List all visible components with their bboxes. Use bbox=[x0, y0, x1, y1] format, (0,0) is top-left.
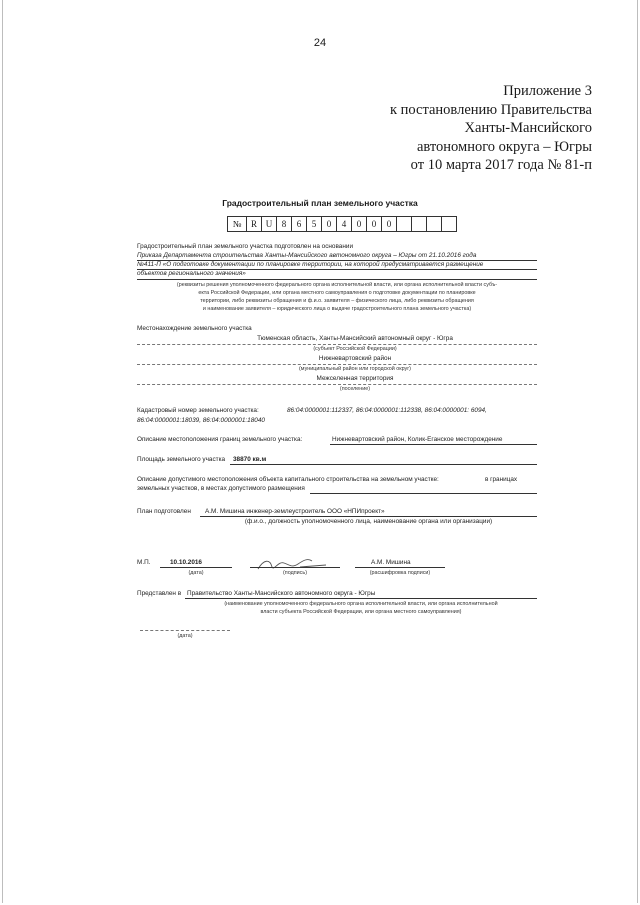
stamp-label: М.П. bbox=[137, 559, 151, 566]
basis-text-2: №411-П «О подготовке документации по планировке территории, на которой предусматривается размещение bbox=[137, 261, 484, 268]
prepared-label: План подготовлен bbox=[137, 508, 191, 515]
plan-number-cell: 6 bbox=[292, 217, 307, 231]
location-district: Нижневартовский район bbox=[318, 355, 392, 362]
plan-number-cell: 8 bbox=[277, 217, 292, 231]
location-settlement-line bbox=[137, 384, 537, 385]
basis-underline-3 bbox=[137, 279, 537, 280]
plan-number-cell: 0 bbox=[382, 217, 397, 231]
location-settlement-note: (поселение) bbox=[339, 386, 371, 392]
signer-name: А.М. Мишина bbox=[371, 559, 411, 566]
placement-underline bbox=[310, 493, 537, 494]
area-value: 38870 кв.м bbox=[233, 456, 267, 463]
basis-note-2: екта Российской Федерации, или органа местного самоуправления о подготовке документации по планировке bbox=[198, 290, 476, 296]
signer-name-line bbox=[355, 567, 445, 568]
signature-date: 10.10.2016 bbox=[170, 559, 202, 566]
signature-note: (подпись) bbox=[283, 570, 307, 576]
location-subject-line bbox=[137, 344, 537, 345]
plan-number-cell bbox=[442, 217, 456, 231]
location-district-note: (муниципальный район или городской округ) bbox=[299, 366, 411, 372]
plan-number-cell bbox=[412, 217, 427, 231]
basis-text-1: Приказа Департамента строительства Ханты-Мансийского автономного округа – Югры от 21.10.2016 года bbox=[137, 252, 477, 259]
location-subject-note: (субъект Российской Федерации) bbox=[313, 346, 397, 352]
appendix-line-1: Приложение 3 bbox=[503, 83, 592, 99]
plan-number-cell bbox=[427, 217, 442, 231]
appendix-line-2: к постановлению Правительства bbox=[390, 101, 592, 118]
plan-number-cell: 4 bbox=[337, 217, 352, 231]
plan-number-cell: R bbox=[247, 217, 262, 231]
placement-label-1: Описание допустимого местоположения объекта капитального строительства на земельном участке: bbox=[137, 476, 439, 483]
signature-date-line bbox=[160, 567, 232, 568]
submitted-underline bbox=[185, 598, 537, 599]
submitted-note-1: (наименование уполномоченного федерального органа исполнительной власти, или органа исполнительной bbox=[224, 601, 498, 607]
cadastral-label: Кадастровый номер земельного участка: bbox=[137, 407, 259, 414]
appendix-block bbox=[390, 82, 592, 175]
submitted-note-2: власти субъекта Российской Федерации, или органа местного самоуправления) bbox=[260, 609, 462, 615]
submitted-date-note: (дата) bbox=[177, 633, 193, 639]
plan-number-cell: 0 bbox=[367, 217, 382, 231]
cadastral-value-2: 86:04:0000001:18039, 86:04:0000001:18040 bbox=[137, 417, 265, 424]
location-district-line bbox=[137, 364, 537, 365]
basis-note-1: (реквизиты решения уполномоченного федерального органа исполнительной власти, или органа исполнительной власти субъ- bbox=[176, 282, 498, 288]
plan-number-cell bbox=[397, 217, 412, 231]
boundaries-value: Нижневартовский район, Колик-Еганское месторождение bbox=[332, 436, 503, 443]
basis-note-3: территории, либо реквизиты обращения и ф.и.о. заявителя – физического лица, либо реквизиты обращения bbox=[200, 298, 474, 304]
plan-number-cell: 0 bbox=[352, 217, 367, 231]
area-label: Площадь земельного участка bbox=[137, 456, 226, 463]
plan-number-cell: 0 bbox=[322, 217, 337, 231]
location-subject: Тюменская область, Ханты-Мансийский автономный округ - Югра bbox=[257, 335, 453, 342]
page-number: 24 bbox=[313, 37, 327, 49]
plan-number-cell: 5 bbox=[307, 217, 322, 231]
prepared-note: (ф.и.о., должность уполномоченного лица, наименование органа или организации) bbox=[244, 518, 493, 525]
boundaries-underline bbox=[330, 444, 537, 445]
signer-name-note: (расшифровка подписи) bbox=[369, 570, 431, 576]
basis-note-4: и наименование заявителя – юридического лица о выдаче градостроительного плана земельного участка) bbox=[202, 306, 472, 312]
placement-label-2: земельных участков, в местах допустимого размещения bbox=[137, 485, 305, 492]
plan-number-cell: № bbox=[228, 217, 247, 231]
appendix-line-5: от 10 марта 2017 года № 81-п bbox=[410, 157, 592, 173]
signature-date-note: (дата) bbox=[188, 570, 204, 576]
area-underline bbox=[230, 464, 537, 465]
document-title: Градостроительный план земельного участка bbox=[222, 198, 418, 208]
location-label: Местонахождение земельного участка bbox=[137, 325, 252, 332]
basis-text-3: объектов регионального значения» bbox=[137, 270, 246, 277]
location-settlement: Межселенная территория bbox=[316, 375, 394, 382]
appendix-line-3: Ханты-Мансийского bbox=[464, 120, 592, 136]
plan-number-grid bbox=[227, 216, 457, 232]
signature-line bbox=[250, 567, 340, 568]
submitted-value: Правительство Ханты-Мансийского автономного округа - Югры bbox=[187, 590, 376, 597]
placement-value-1: в границах bbox=[485, 476, 518, 483]
boundaries-label: Описание местоположения границ земельного участка: bbox=[137, 436, 303, 443]
submitted-date-line bbox=[140, 630, 230, 631]
plan-number-cell: U bbox=[262, 217, 277, 231]
appendix-line-4: автономного округа – Югры bbox=[416, 138, 592, 155]
prepared-value: А.М. Мишина инженер-землеустроитель ООО «НПИпроект» bbox=[205, 508, 385, 515]
prepared-underline bbox=[200, 516, 537, 517]
cadastral-value-1: 86:04:0000001:112337, 86:04:0000001:112338, 86:04:0000001: 6094, bbox=[287, 407, 487, 414]
submitted-label: Представлен в bbox=[137, 590, 182, 597]
basis-label: Градостроительный план земельного участка подготовлен на основании bbox=[137, 243, 354, 250]
